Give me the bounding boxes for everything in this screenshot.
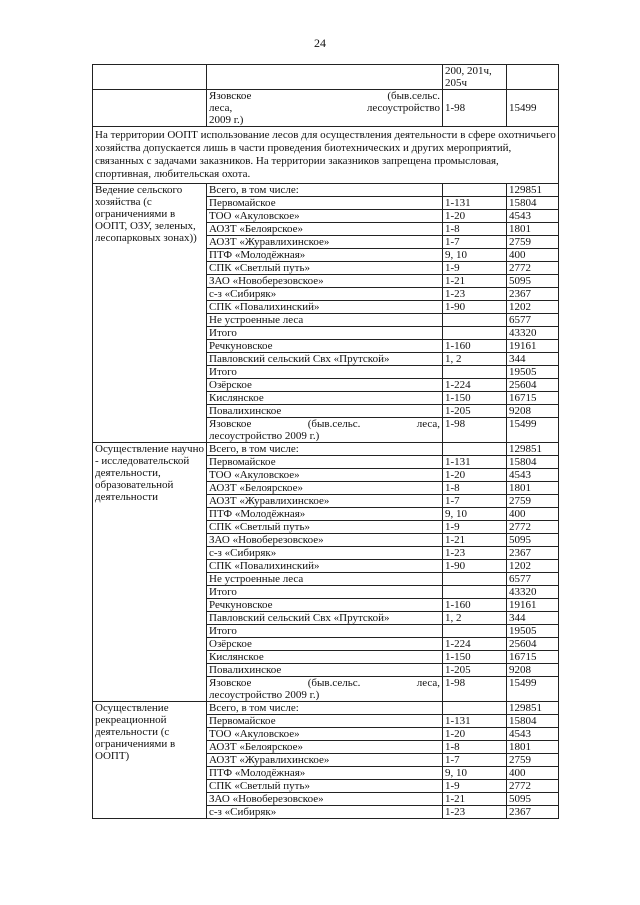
area-cell: 15804 <box>507 456 559 469</box>
area-cell: 400 <box>507 249 559 262</box>
area-cell: 2759 <box>507 754 559 767</box>
parcels-cell: 1-20 <box>443 469 507 482</box>
parcels-cell: 1-8 <box>443 223 507 236</box>
area-cell: 2772 <box>507 780 559 793</box>
forestry-name-cell: Не устроенные леса <box>207 573 443 586</box>
parcels-cell: 1-90 <box>443 560 507 573</box>
area-cell: 5095 <box>507 534 559 547</box>
forestry-name-cell: СПК «Повалихинский» <box>207 560 443 573</box>
forestry-name-cell: Павловский сельский Свх «Прутской» <box>207 353 443 366</box>
area-cell: 1801 <box>507 741 559 754</box>
forestry-name-cell: Первомайское <box>207 456 443 469</box>
parcels-cell: 1-20 <box>443 728 507 741</box>
forestry-name-cell: Кислянское <box>207 392 443 405</box>
name-line: Язовское (быв.сельс. леса, <box>209 677 440 689</box>
parcels-cell: 1-205 <box>443 405 507 418</box>
area-cell: 15499 <box>507 677 559 702</box>
area-cell: 2772 <box>507 521 559 534</box>
parcels-cell: 1-20 <box>443 210 507 223</box>
parcels-text: 200, 201ч, 205ч <box>445 65 492 89</box>
area-cell: 129851 <box>507 702 559 715</box>
name-line: леса, лесоустройство <box>209 102 440 114</box>
parcels-cell: 1-9 <box>443 521 507 534</box>
forestry-name-cell: Итого <box>207 586 443 599</box>
area-cell: 4543 <box>507 210 559 223</box>
forestry-name-cell: ПТФ «Молодёжная» <box>207 249 443 262</box>
forestry-name-cell: Речкуновское <box>207 340 443 353</box>
parcels-cell: 1-7 <box>443 754 507 767</box>
activity-type-cell: Осуществление научно - исследовательской деятельности, образовательной деятельности <box>93 443 207 702</box>
parcels-cell: 1-205 <box>443 664 507 677</box>
parcels-cell: 1-98 <box>443 418 507 443</box>
name-line: 2009 г.) <box>209 114 244 126</box>
forestry-name-cell: АОЗТ «Журавлихинское» <box>207 754 443 767</box>
forestry-name-cell <box>207 90 443 127</box>
area-cell: 1202 <box>507 301 559 314</box>
area-cell: 6577 <box>507 314 559 327</box>
forestry-name-cell: Не устроенные леса <box>207 314 443 327</box>
area-cell: 129851 <box>507 184 559 197</box>
forestry-name-cell: Павловский сельский Свх «Прутской» <box>207 612 443 625</box>
parcels-cell: 1-21 <box>443 793 507 806</box>
area-cell: 19505 <box>507 625 559 638</box>
area-cell: 2367 <box>507 547 559 560</box>
forestry-name-cell: АОЗТ «Журавлихинское» <box>207 495 443 508</box>
parcels-cell: 9, 10 <box>443 249 507 262</box>
parcels-cell: 9, 10 <box>443 767 507 780</box>
forestry-name-cell: СПК «Светлый путь» <box>207 262 443 275</box>
area-cell: 1801 <box>507 482 559 495</box>
area-cell: 5095 <box>507 275 559 288</box>
forestry-name-cell: Повалихинское <box>207 405 443 418</box>
forestry-name-cell: Первомайское <box>207 715 443 728</box>
parcels-cell: 1-21 <box>443 275 507 288</box>
area-cell: 15804 <box>507 715 559 728</box>
parcels-cell: 1-131 <box>443 456 507 469</box>
forestry-name-cell: с-з «Сибиряк» <box>207 806 443 819</box>
area-cell: 19161 <box>507 340 559 353</box>
parcels-cell <box>443 586 507 599</box>
forestry-name-cell: ПТФ «Молодёжная» <box>207 508 443 521</box>
name-line: лесоустройство 2009 г.) <box>209 689 320 701</box>
name-line: Язовское (быв.сельс. <box>209 90 440 102</box>
table-row <box>93 443 559 456</box>
parcels-cell: 1-131 <box>443 715 507 728</box>
parcels-cell <box>443 443 507 456</box>
restriction-row <box>93 127 559 184</box>
area-cell: 4543 <box>507 728 559 741</box>
area-cell: 16715 <box>507 392 559 405</box>
name-line: Язовское (быв.сельс. леса, <box>209 418 440 430</box>
forestry-name-cell: АОЗТ «Белоярское» <box>207 741 443 754</box>
forestry-name-cell: Первомайское <box>207 197 443 210</box>
name-line: лесоустройство 2009 г.) <box>209 430 320 442</box>
parcels-cell: 9, 10 <box>443 508 507 521</box>
parcels-cell <box>443 184 507 197</box>
area-cell: 15499 <box>507 418 559 443</box>
area-cell: 43320 <box>507 586 559 599</box>
forestry-name-cell: СПК «Светлый путь» <box>207 521 443 534</box>
table-row <box>93 702 559 715</box>
parcels-cell: 1-8 <box>443 741 507 754</box>
parcels-cell: 1, 2 <box>443 353 507 366</box>
area-cell: 16715 <box>507 651 559 664</box>
area-cell: 400 <box>507 767 559 780</box>
forestry-name-cell: с-з «Сибиряк» <box>207 547 443 560</box>
forestry-name-cell: АОЗТ «Белоярское» <box>207 482 443 495</box>
parcels-cell: 1-23 <box>443 288 507 301</box>
forestry-name-cell: СПК «Повалихинский» <box>207 301 443 314</box>
area-cell: 6577 <box>507 573 559 586</box>
forestry-name-cell: СПК «Светлый путь» <box>207 780 443 793</box>
parcels-cell <box>443 65 507 90</box>
area-cell: 400 <box>507 508 559 521</box>
area-cell: 25604 <box>507 638 559 651</box>
area-cell: 19505 <box>507 366 559 379</box>
area-cell: 2759 <box>507 495 559 508</box>
restriction-note: На территории ООПТ использование лесов для осуществления деятельности в сфере охотничьего хозяйства допускается лишь в части проведения биотехнических и других мероприятий, связанных с задачами заказников. На территории заказников запрещена промысловая, спортивная, любительская охота. <box>93 127 559 184</box>
forestry-name-cell: ТОО «Акуловское» <box>207 728 443 741</box>
area-cell: 15804 <box>507 197 559 210</box>
parcels-cell: 1-98 <box>443 677 507 702</box>
parcels-cell: 1-150 <box>443 392 507 405</box>
activity-type-cell: Ведение сельского хозяйства (с ограничениями в ООПТ, ОЗУ, зеленых, лесопарковых зонах)) <box>93 184 207 443</box>
parcels-cell <box>443 366 507 379</box>
forestry-name-cell <box>207 418 443 443</box>
forestry-name-cell: Всего, в том числе: <box>207 443 443 456</box>
forestry-name-cell: Озёрское <box>207 638 443 651</box>
forestry-name-cell: Итого <box>207 327 443 340</box>
parcels-cell: 1-150 <box>443 651 507 664</box>
parcels-cell: 1-131 <box>443 197 507 210</box>
parcels-cell: 1-160 <box>443 599 507 612</box>
forestry-name-cell: Повалихинское <box>207 664 443 677</box>
parcels-cell: 1-9 <box>443 780 507 793</box>
parcels-cell: 1-7 <box>443 236 507 249</box>
forestry-name-cell: АОЗТ «Журавлихинское» <box>207 236 443 249</box>
parcels-cell: 1-21 <box>443 534 507 547</box>
area-cell: 19161 <box>507 599 559 612</box>
forestry-name-cell: ТОО «Акуловское» <box>207 469 443 482</box>
area-cell <box>507 65 559 90</box>
parcels-cell: 1-224 <box>443 638 507 651</box>
area-cell: 2772 <box>507 262 559 275</box>
forestry-name-cell: ЗАО «Новоберезовское» <box>207 275 443 288</box>
area-cell: 1202 <box>507 560 559 573</box>
forestry-name-cell: ЗАО «Новоберезовское» <box>207 793 443 806</box>
area-cell: 344 <box>507 612 559 625</box>
area-cell: 9208 <box>507 664 559 677</box>
parcels-cell: 1-90 <box>443 301 507 314</box>
parcels-cell: 1-9 <box>443 262 507 275</box>
parcels-cell: 1, 2 <box>443 612 507 625</box>
parcels-cell: 1-224 <box>443 379 507 392</box>
area-cell: 4543 <box>507 469 559 482</box>
area-cell: 15499 <box>507 90 559 127</box>
parcels-cell: 1-23 <box>443 806 507 819</box>
forestry-name-cell: с-з «Сибиряк» <box>207 288 443 301</box>
forestry-name-cell: ПТФ «Молодёжная» <box>207 767 443 780</box>
parcels-cell <box>443 314 507 327</box>
activity-cell <box>93 90 207 127</box>
parcels-cell: 1-23 <box>443 547 507 560</box>
activity-type-cell: Осуществление рекреационной деятельности (с ограничениями в ООПТ) <box>93 702 207 819</box>
parcels-cell: 1-7 <box>443 495 507 508</box>
forestry-name-cell: Итого <box>207 366 443 379</box>
area-cell: 1801 <box>507 223 559 236</box>
table-row <box>93 65 559 90</box>
parcels-cell: 1-98 <box>443 90 507 127</box>
parcels-cell <box>443 327 507 340</box>
area-cell: 5095 <box>507 793 559 806</box>
forestry-name-cell: АОЗТ «Белоярское» <box>207 223 443 236</box>
forestry-name-cell: ТОО «Акуловское» <box>207 210 443 223</box>
parcels-cell: 1-8 <box>443 482 507 495</box>
area-cell: 344 <box>507 353 559 366</box>
forestry-name-cell: Кислянское <box>207 651 443 664</box>
forestry-name-cell: Речкуновское <box>207 599 443 612</box>
area-cell: 43320 <box>507 327 559 340</box>
forestry-name-cell: Итого <box>207 625 443 638</box>
activity-cell <box>93 65 207 90</box>
area-cell: 2759 <box>507 236 559 249</box>
area-cell: 129851 <box>507 443 559 456</box>
forest-use-table <box>92 64 559 819</box>
area-cell: 25604 <box>507 379 559 392</box>
parcels-cell <box>443 702 507 715</box>
area-cell: 2367 <box>507 288 559 301</box>
forestry-name-cell <box>207 65 443 90</box>
parcels-cell: 1-160 <box>443 340 507 353</box>
forestry-name-cell <box>207 677 443 702</box>
parcels-cell <box>443 573 507 586</box>
page-number: 24 <box>314 36 326 50</box>
parcels-cell <box>443 625 507 638</box>
area-cell: 9208 <box>507 405 559 418</box>
table-row <box>93 90 559 127</box>
forestry-name-cell: Всего, в том числе: <box>207 702 443 715</box>
area-cell: 2367 <box>507 806 559 819</box>
table-row <box>93 184 559 197</box>
forestry-name-cell: Озёрское <box>207 379 443 392</box>
forestry-name-cell: Всего, в том числе: <box>207 184 443 197</box>
forestry-name-cell: ЗАО «Новоберезовское» <box>207 534 443 547</box>
